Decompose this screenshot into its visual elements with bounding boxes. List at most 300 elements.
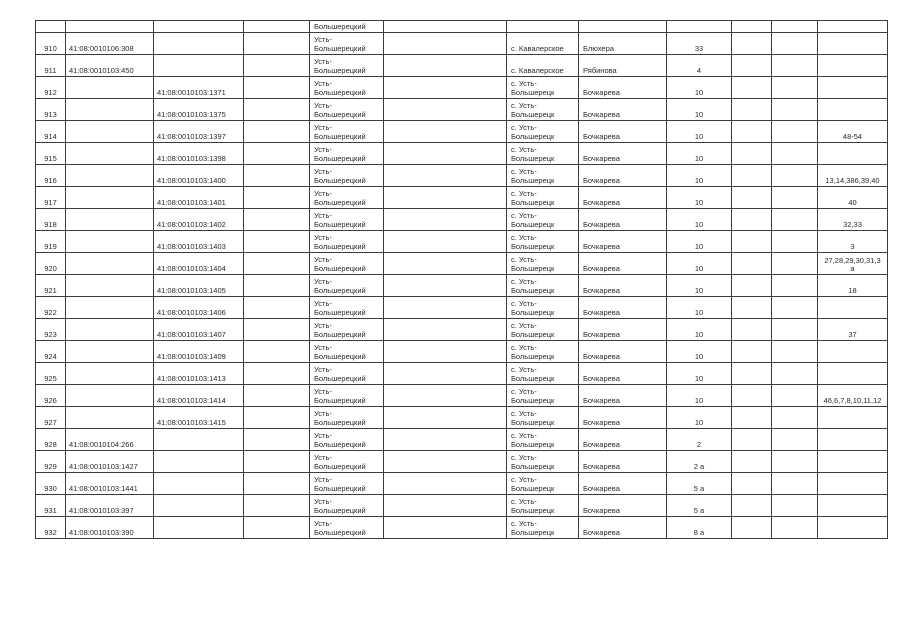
cell-cadastral-number bbox=[66, 297, 154, 319]
cell-empty bbox=[772, 385, 818, 407]
cell-cadastral-number-text: 41:08:0010106:308 bbox=[69, 44, 134, 53]
cell-street bbox=[579, 165, 667, 187]
cell-row-number-text: 914 bbox=[44, 132, 57, 141]
cell-empty bbox=[384, 319, 507, 341]
cell-apartment-numbers bbox=[818, 297, 888, 319]
cell-row-number-text: 923 bbox=[44, 330, 57, 339]
cell-empty bbox=[384, 99, 507, 121]
cell-house-number bbox=[667, 253, 732, 275]
cell-empty bbox=[772, 253, 818, 275]
cell-house-number-text: 33 bbox=[694, 44, 704, 53]
cell-district bbox=[310, 363, 384, 385]
cell-house-number bbox=[667, 341, 732, 363]
document-sheet bbox=[35, 20, 887, 539]
cell-empty bbox=[244, 77, 310, 99]
cell-settlement bbox=[507, 33, 579, 55]
cell-street bbox=[579, 187, 667, 209]
cell-cadastral-number-text: 41:08:0010103:1441 bbox=[69, 484, 138, 493]
cell-empty bbox=[384, 33, 507, 55]
cell-district bbox=[310, 517, 384, 539]
cell-cadastral-number bbox=[66, 341, 154, 363]
cell-apartment-numbers-text: 18 bbox=[848, 286, 857, 295]
cell-cadastral-number-text: 41:08:0010103:1427 bbox=[69, 462, 138, 471]
cell-house-number-text: 2 а bbox=[693, 462, 705, 471]
cell-cadastral-number-alt bbox=[154, 297, 244, 319]
cell-district bbox=[310, 451, 384, 473]
cell-house-number bbox=[667, 99, 732, 121]
cell-empty bbox=[244, 231, 310, 253]
cell-empty bbox=[384, 363, 507, 385]
cell-district-text: Усть- Большерецкий bbox=[314, 145, 366, 163]
cell-empty bbox=[732, 517, 772, 539]
cell-house-number-text: 2 bbox=[696, 440, 702, 449]
cell-empty bbox=[244, 275, 310, 297]
cell-settlement bbox=[507, 319, 579, 341]
cell-district-text: Усть- Большерецкий bbox=[314, 233, 366, 251]
cell-settlement-text: с. Усть- Большерецк bbox=[511, 497, 555, 515]
cell-apartment-numbers bbox=[818, 495, 888, 517]
cell-cadastral-number-alt bbox=[154, 319, 244, 341]
cell-settlement bbox=[507, 121, 579, 143]
cell-empty bbox=[244, 319, 310, 341]
cell-apartment-numbers bbox=[818, 253, 888, 275]
cell-house-number bbox=[667, 121, 732, 143]
cell-street bbox=[579, 517, 667, 539]
cell-empty bbox=[579, 21, 667, 33]
cell-empty bbox=[384, 341, 507, 363]
cell-street-text: Бочкарева bbox=[583, 264, 620, 273]
page-bottom-margin bbox=[0, 622, 905, 640]
cell-empty bbox=[507, 21, 579, 33]
cell-empty bbox=[384, 385, 507, 407]
cell-empty bbox=[772, 121, 818, 143]
cell-cadastral-number-alt bbox=[154, 429, 244, 451]
cell-district bbox=[310, 253, 384, 275]
cell-district bbox=[310, 407, 384, 429]
cell-apartment-numbers bbox=[818, 33, 888, 55]
cell-house-number bbox=[667, 209, 732, 231]
cell-empty bbox=[732, 341, 772, 363]
cell-district-text: Усть- Большерецкий bbox=[314, 409, 366, 427]
cell-cadastral-number-text: 41:08:0010103:397 bbox=[69, 506, 134, 515]
cell-empty bbox=[244, 297, 310, 319]
cell-settlement-text: с. Усть- Большерецк bbox=[511, 409, 555, 427]
cell-empty bbox=[732, 21, 772, 33]
cell-empty bbox=[384, 187, 507, 209]
cell-row-number-text: 915 bbox=[44, 154, 57, 163]
cell-row-number bbox=[36, 55, 66, 77]
cell-empty bbox=[384, 21, 507, 33]
cell-street bbox=[579, 407, 667, 429]
cell-empty bbox=[384, 297, 507, 319]
table-row bbox=[36, 517, 888, 539]
cell-cadastral-number bbox=[66, 187, 154, 209]
cell-district bbox=[310, 385, 384, 407]
cell-row-number-text: 912 bbox=[44, 88, 57, 97]
cell-district: Большерецкий bbox=[310, 21, 384, 33]
cell-empty bbox=[732, 319, 772, 341]
cell-settlement-text: с. Усть- Большерецк bbox=[511, 343, 555, 361]
cell-row-number-text: 922 bbox=[44, 308, 57, 317]
cell-street bbox=[579, 451, 667, 473]
cell-settlement bbox=[507, 429, 579, 451]
cell-empty bbox=[384, 209, 507, 231]
cell-empty bbox=[772, 21, 818, 33]
cell-empty bbox=[772, 451, 818, 473]
table-row bbox=[36, 429, 888, 451]
cell-cadastral-number-alt-text: 41:08:0010103:1402 bbox=[157, 220, 226, 229]
cell-settlement-text: с. Усть- Большерецк bbox=[511, 79, 555, 97]
cell-empty bbox=[244, 143, 310, 165]
cell-apartment-numbers-text: 27,28,29,30,31,3 а bbox=[824, 256, 881, 273]
cell-settlement bbox=[507, 187, 579, 209]
cell-settlement-text: с. Усть- Большерецк bbox=[511, 255, 555, 273]
cell-row-number bbox=[36, 231, 66, 253]
cell-district-text: Усть- Большерецкий bbox=[314, 123, 366, 141]
cell-settlement bbox=[507, 253, 579, 275]
cell-empty bbox=[244, 21, 310, 33]
cell-settlement bbox=[507, 143, 579, 165]
cell-cadastral-number-alt-text: 41:08:0010103:1415 bbox=[157, 418, 226, 427]
cell-apartment-numbers bbox=[818, 429, 888, 451]
cell-empty bbox=[154, 21, 244, 33]
cell-empty bbox=[244, 517, 310, 539]
cell-empty bbox=[732, 363, 772, 385]
cell-row-number-text: 917 bbox=[44, 198, 57, 207]
cell-house-number-text: 10 bbox=[694, 330, 704, 339]
table-row bbox=[36, 99, 888, 121]
cell-row-number bbox=[36, 165, 66, 187]
cell-house-number bbox=[667, 165, 732, 187]
cell-house-number-text: 10 bbox=[694, 264, 704, 273]
cell-cadastral-number-alt bbox=[154, 451, 244, 473]
cell-cadastral-number-alt bbox=[154, 517, 244, 539]
cell-apartment-numbers bbox=[818, 121, 888, 143]
cell-cadastral-number bbox=[66, 275, 154, 297]
cell-street bbox=[579, 363, 667, 385]
cell-row-number bbox=[36, 429, 66, 451]
cell-settlement bbox=[507, 77, 579, 99]
cell-empty bbox=[732, 385, 772, 407]
cell-settlement-text: с. Усть- Большерецк bbox=[511, 475, 555, 493]
cell-street-text: Бочкарева bbox=[583, 352, 620, 361]
cell-empty bbox=[384, 451, 507, 473]
cell-settlement bbox=[507, 407, 579, 429]
cell-empty bbox=[384, 407, 507, 429]
cell-house-number bbox=[667, 33, 732, 55]
cell-district-text: Усть- Большерецкий bbox=[314, 321, 366, 339]
cell-cadastral-number-alt bbox=[154, 99, 244, 121]
cell-empty bbox=[772, 275, 818, 297]
cell-cadastral-number bbox=[66, 517, 154, 539]
table-row bbox=[36, 297, 888, 319]
cell-apartment-numbers bbox=[818, 363, 888, 385]
cell-empty bbox=[244, 253, 310, 275]
cell-district-text: Усть- Большерецкий bbox=[314, 35, 366, 53]
cell-empty bbox=[772, 517, 818, 539]
cell-empty bbox=[244, 407, 310, 429]
cell-street-text: Блюхера bbox=[583, 44, 614, 53]
cell-street-text: Бочкарева bbox=[583, 88, 620, 97]
cell-house-number-text: 10 bbox=[694, 88, 704, 97]
cell-district bbox=[310, 77, 384, 99]
cell-cadastral-number-alt-text: 41:08:0010103:1414 bbox=[157, 396, 226, 405]
cell-apartment-numbers bbox=[818, 143, 888, 165]
cell-settlement-text: с. Усть- Большерецк bbox=[511, 321, 555, 339]
cell-cadastral-number-alt-text: 41:08:0010103:1404 bbox=[157, 264, 226, 273]
cell-street-text: Рябинова bbox=[583, 66, 617, 75]
cell-empty bbox=[732, 407, 772, 429]
cell-settlement-text: с. Усть- Большерецк bbox=[511, 123, 555, 141]
table-row bbox=[36, 407, 888, 429]
cell-street-text: Бочкарева bbox=[583, 440, 620, 449]
cell-apartment-numbers bbox=[818, 231, 888, 253]
cell-apartment-numbers-text: 32,33 bbox=[843, 220, 862, 229]
cell-settlement-text: с. Усть- Большерецк bbox=[511, 277, 555, 295]
cell-row-number bbox=[36, 187, 66, 209]
cell-apartment-numbers bbox=[818, 209, 888, 231]
cell-apartment-numbers-text: 40 bbox=[848, 198, 857, 207]
cell-district-text: Усть- Большерецкий bbox=[314, 255, 366, 273]
cell-cadastral-number-alt-text: 41:08:0010103:1400 bbox=[157, 176, 226, 185]
cell-empty bbox=[772, 363, 818, 385]
cell-street bbox=[579, 253, 667, 275]
cell-settlement bbox=[507, 363, 579, 385]
cell-apartment-numbers-text: 37 bbox=[848, 330, 857, 339]
cell-settlement-text: с. Усть- Большерецк bbox=[511, 453, 555, 471]
cell-empty bbox=[732, 275, 772, 297]
cell-empty bbox=[244, 187, 310, 209]
table-row bbox=[36, 209, 888, 231]
cell-district-text: Усть- Большерецкий bbox=[314, 299, 366, 317]
cell-house-number-text: 10 bbox=[694, 132, 704, 141]
cell-settlement bbox=[507, 99, 579, 121]
cell-street bbox=[579, 385, 667, 407]
cell-house-number bbox=[667, 319, 732, 341]
cell-district-text: Усть- Большерецкий bbox=[314, 519, 366, 537]
cell-house-number-text: 5 а bbox=[693, 506, 705, 515]
cell-empty bbox=[732, 209, 772, 231]
cell-house-number-text: 4 bbox=[696, 66, 702, 75]
cell-empty bbox=[732, 231, 772, 253]
cell-settlement bbox=[507, 341, 579, 363]
cell-cadastral-number-alt bbox=[154, 407, 244, 429]
cell-cadastral-number-alt-text: 41:08:0010103:1406 bbox=[157, 308, 226, 317]
cell-settlement-text: с. Усть- Большерецк bbox=[511, 189, 555, 207]
cell-street-text: Бочкарева bbox=[583, 330, 620, 339]
cell-empty bbox=[244, 341, 310, 363]
cell-settlement-text: с. Усть- Большерецк bbox=[511, 167, 555, 185]
cell-cadastral-number bbox=[66, 143, 154, 165]
table-row bbox=[36, 121, 888, 143]
cell-empty bbox=[772, 231, 818, 253]
cell-house-number-text: 10 bbox=[694, 110, 704, 119]
cell-street-text: Бочкарева bbox=[583, 242, 620, 251]
cell-settlement-text: с. Кавалерское bbox=[511, 66, 564, 75]
cell-cadastral-number bbox=[66, 209, 154, 231]
cell-street bbox=[579, 209, 667, 231]
cell-apartment-numbers-text: 13,14,386,39,40 bbox=[825, 176, 880, 185]
cell-apartment-numbers bbox=[818, 187, 888, 209]
cell-empty bbox=[732, 77, 772, 99]
cell-district bbox=[310, 473, 384, 495]
cell-empty bbox=[732, 55, 772, 77]
cell-district bbox=[310, 143, 384, 165]
cell-street-text: Бочкарева bbox=[583, 462, 620, 471]
cell-house-number-text: 10 bbox=[694, 220, 704, 229]
table-row bbox=[36, 33, 888, 55]
cell-empty bbox=[384, 495, 507, 517]
cell-row-number-text: 932 bbox=[44, 528, 57, 537]
cell-cadastral-number bbox=[66, 473, 154, 495]
cell-row-number-text: 916 bbox=[44, 176, 57, 185]
cell-house-number bbox=[667, 187, 732, 209]
cell-district-text: Усть- Большерецкий bbox=[314, 365, 366, 383]
cell-settlement-text: с. Усть- Большерецк bbox=[511, 145, 555, 163]
cell-street-text: Бочкарева bbox=[583, 418, 620, 427]
cell-street bbox=[579, 99, 667, 121]
cell-empty bbox=[244, 165, 310, 187]
cell-row-number bbox=[36, 495, 66, 517]
cell-district-text: Усть- Большерецкий bbox=[314, 211, 366, 229]
cell-empty bbox=[772, 99, 818, 121]
cell-empty bbox=[244, 121, 310, 143]
cell-district-text: Усть- Большерецкий bbox=[314, 57, 366, 75]
cell-district bbox=[310, 429, 384, 451]
cell-cadastral-number bbox=[66, 363, 154, 385]
cell-row-number-text: 927 bbox=[44, 418, 57, 427]
cell-empty bbox=[244, 385, 310, 407]
cell-empty bbox=[732, 143, 772, 165]
cell-row-number bbox=[36, 33, 66, 55]
cell-row-number bbox=[36, 297, 66, 319]
cell-settlement bbox=[507, 231, 579, 253]
cell-house-number bbox=[667, 495, 732, 517]
cell-cadastral-number-alt bbox=[154, 341, 244, 363]
cell-district-text: Усть- Большерецкий bbox=[314, 431, 366, 449]
cell-district bbox=[310, 187, 384, 209]
cell-street bbox=[579, 473, 667, 495]
cell-house-number bbox=[667, 275, 732, 297]
cell-row-number-text: 911 bbox=[44, 66, 57, 75]
cell-empty bbox=[772, 297, 818, 319]
table-row bbox=[36, 187, 888, 209]
cell-row-number-text: 930 bbox=[44, 484, 57, 493]
table-row bbox=[36, 253, 888, 275]
cell-district bbox=[310, 121, 384, 143]
cell-district-text: Усть- Большерецкий bbox=[314, 453, 366, 471]
cell-cadastral-number-alt bbox=[154, 121, 244, 143]
table-row bbox=[36, 385, 888, 407]
cell-street bbox=[579, 275, 667, 297]
cell-apartment-numbers-text: 48-54 bbox=[842, 132, 863, 141]
cell-row-number bbox=[36, 143, 66, 165]
address-registry-table bbox=[35, 20, 888, 539]
cell-apartment-numbers bbox=[818, 407, 888, 429]
cell-street-text: Бочкарева bbox=[583, 308, 620, 317]
table-row bbox=[36, 77, 888, 99]
cell-empty bbox=[732, 429, 772, 451]
cell-cadastral-number-alt bbox=[154, 275, 244, 297]
cell-empty bbox=[244, 363, 310, 385]
cell-row-number bbox=[36, 385, 66, 407]
cell-empty bbox=[772, 407, 818, 429]
cell-house-number-text: 10 bbox=[694, 242, 704, 251]
cell-empty bbox=[384, 143, 507, 165]
cell-row-number-text: 918 bbox=[44, 220, 57, 229]
cell-empty bbox=[772, 319, 818, 341]
cell-cadastral-number-text: 41:08:0010103:450 bbox=[69, 66, 134, 75]
cell-empty bbox=[384, 473, 507, 495]
cell-empty bbox=[732, 297, 772, 319]
cell-row-number bbox=[36, 517, 66, 539]
cell-empty bbox=[244, 473, 310, 495]
cell-cadastral-number-alt bbox=[154, 187, 244, 209]
cell-house-number bbox=[667, 55, 732, 77]
cell-empty bbox=[772, 143, 818, 165]
cell-settlement bbox=[507, 451, 579, 473]
cell-empty bbox=[244, 429, 310, 451]
cell-empty bbox=[244, 55, 310, 77]
cell-row-number bbox=[36, 99, 66, 121]
cell-cadastral-number-alt-text: 41:08:0010103:1398 bbox=[157, 154, 226, 163]
cell-row-number-text: 926 bbox=[44, 396, 57, 405]
cell-settlement bbox=[507, 385, 579, 407]
cell-district bbox=[310, 165, 384, 187]
cell-street-text: Бочкарева bbox=[583, 484, 620, 493]
cell-empty bbox=[732, 99, 772, 121]
cell-cadastral-number-alt-text: 41:08:0010103:1401 bbox=[157, 198, 226, 207]
cell-district-text: Усть- Большерецкий bbox=[314, 387, 366, 405]
cell-empty bbox=[732, 121, 772, 143]
cell-apartment-numbers bbox=[818, 77, 888, 99]
cell-house-number bbox=[667, 143, 732, 165]
cell-cadastral-number-alt bbox=[154, 473, 244, 495]
cell-cadastral-number bbox=[66, 253, 154, 275]
cell-district-text: Усть- Большерецкий bbox=[314, 475, 366, 493]
cell-apartment-numbers bbox=[818, 275, 888, 297]
cell-row-number-text: 919 bbox=[44, 242, 57, 251]
table-row bbox=[36, 275, 888, 297]
cell-street bbox=[579, 121, 667, 143]
cell-cadastral-number-alt-text: 41:08:0010103:1371 bbox=[157, 88, 226, 97]
cell-street-text: Бочкарева bbox=[583, 154, 620, 163]
cell-street-text: Бочкарева bbox=[583, 176, 620, 185]
cell-district bbox=[310, 495, 384, 517]
cell-cadastral-number-alt-text: 41:08:0010103:1407 bbox=[157, 330, 226, 339]
cell-row-number-text: 928 bbox=[44, 440, 57, 449]
cell-cadastral-number-alt bbox=[154, 33, 244, 55]
cell-cadastral-number-alt bbox=[154, 55, 244, 77]
table-row bbox=[36, 143, 888, 165]
cell-cadastral-number bbox=[66, 231, 154, 253]
cell-cadastral-number-alt-text: 41:08:0010103:1405 bbox=[157, 286, 226, 295]
cell-empty bbox=[384, 121, 507, 143]
cell-cadastral-number bbox=[66, 55, 154, 77]
cell-district-text: Усть- Большерецкий bbox=[314, 79, 366, 97]
cell-district-text: Усть- Большерецкий bbox=[314, 101, 366, 119]
cell-empty bbox=[732, 253, 772, 275]
cell-empty bbox=[732, 33, 772, 55]
cell-house-number-text: 10 bbox=[694, 418, 704, 427]
cell-district-text: Усть- Большерецкий bbox=[314, 189, 366, 207]
cell-empty bbox=[772, 209, 818, 231]
cell-street bbox=[579, 495, 667, 517]
cell-house-number-text: 10 bbox=[694, 198, 704, 207]
cell-empty bbox=[772, 55, 818, 77]
cell-cadastral-number-alt-text: 41:08:0010103:1409 bbox=[157, 352, 226, 361]
table-row bbox=[36, 495, 888, 517]
